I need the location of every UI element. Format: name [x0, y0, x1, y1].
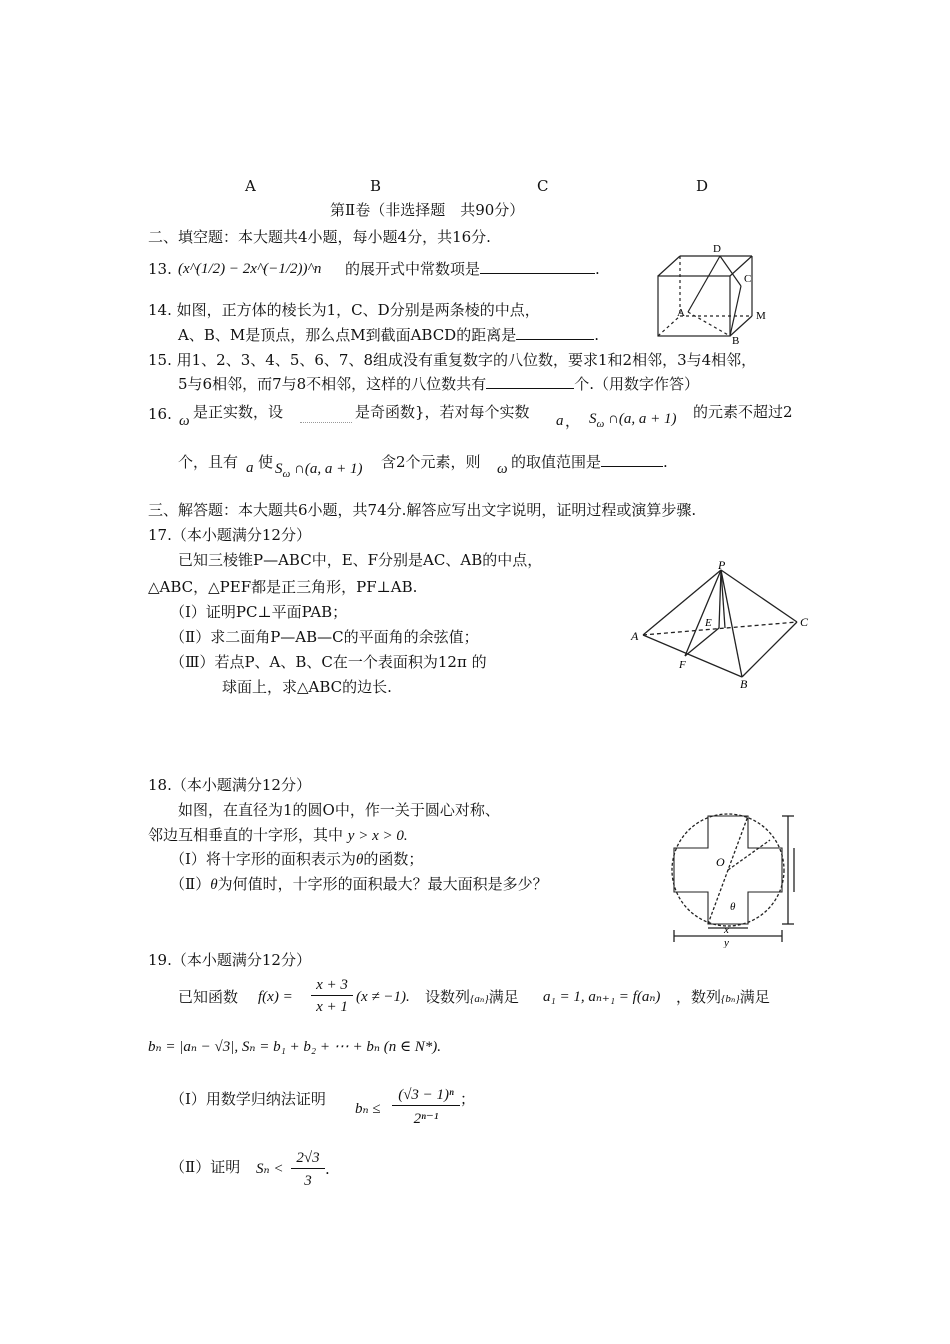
q15-line1: 15. 用1、2、3、4、5、6、7、8组成没有重复数字的八位数，要求1和2相邻，3与4相邻，	[148, 351, 757, 369]
q19-part1-end: ；	[460, 1090, 476, 1108]
q19-frac-den: x + 1	[316, 999, 348, 1015]
label-c: C	[744, 273, 752, 285]
q16-text5: 使	[258, 453, 274, 471]
option-c-label: C	[537, 177, 549, 195]
label-b: B	[740, 677, 748, 690]
q17-line2: △ABC，△PEF都是正三角形，PF⊥AB.	[148, 578, 418, 596]
label-b: B	[732, 335, 740, 345]
q16-set-s: $S_\omega$ ∩(a, a + 1)	[589, 411, 677, 430]
section3-heading: 三、解答题：本大题共6小题，共74分.解答应写出文字说明，证明过程或演算步骤.	[148, 501, 697, 519]
q16-text3: 的元素不超过2	[693, 403, 793, 421]
q16-set-definition-image	[300, 412, 352, 423]
label-a: A	[677, 307, 685, 319]
q18-part1: （Ⅰ）将十字形的面积表示为θ的函数；	[170, 850, 424, 868]
q19-part2-lhs: Sₙ <	[256, 1161, 284, 1177]
q19-part1: （Ⅰ）用数学归纳法证明	[170, 1090, 326, 1108]
section2-title: 第Ⅱ卷（非选择题 共90分）	[330, 201, 525, 219]
q14-line1: 14. 如图，正方体的棱长为1，C、D分别是两条棱的中点，	[148, 301, 540, 319]
q19-part1-lhs: bₙ ≤	[355, 1101, 381, 1117]
q19-text2: 设数列{aₙ}满足	[425, 988, 519, 1006]
q18-line1: 如图，在直径为1的圆O中，作一关于圆心对称、	[178, 801, 500, 819]
section-edge-ad	[688, 256, 720, 312]
q16-number: 16.	[148, 405, 172, 423]
section-edge-cb	[730, 286, 741, 336]
label-y: y	[724, 937, 729, 948]
q17-part3: （Ⅲ）若点P、A、B、C在一个表面积为12π 的	[170, 653, 487, 671]
section2-heading: 二、填空题：本大题共4小题，每小题4分，共16分.	[148, 228, 491, 246]
label-x: x	[724, 924, 729, 936]
label-a: A	[631, 629, 639, 643]
q19-line2: bₙ = |aₙ − √3|, Sₙ = b₁ + b₂ + ⋯ + bₙ (n ∈ N*).	[148, 1039, 442, 1055]
label-o: O	[716, 855, 725, 869]
q19-frac-num: x + 3	[311, 978, 353, 996]
label-f: F	[679, 659, 686, 671]
label-m: M	[756, 310, 766, 322]
q17-header: 17.（本小题满分12分）	[148, 526, 311, 544]
q13-expression: (x^(1/2) − 2x^(−1/2))^n	[178, 261, 322, 277]
q16-text7: 的取值范围是 .	[511, 453, 668, 471]
q19-part2: （Ⅱ）证明	[170, 1158, 241, 1176]
q17-line1: 已知三棱锥P—ABC中，E、F分别是AC、AB的中点，	[178, 551, 543, 569]
q17-part2: （Ⅱ）求二面角P—AB—C的平面角的余弦值；	[170, 628, 479, 646]
q19-part2-end: .	[325, 1160, 330, 1178]
q19-part1-den: 2ⁿ⁻¹	[413, 1111, 439, 1127]
option-b-label: B	[370, 177, 382, 195]
q16-omega2: ω	[497, 461, 508, 477]
q16-text2: 是奇函数}，若对每个实数	[355, 403, 530, 421]
q16-text1: 是正实数，设	[193, 403, 284, 421]
label-p: P	[718, 560, 726, 572]
q18-header: 18.（本小题满分12分）	[148, 776, 311, 794]
q16-a: a	[556, 413, 564, 429]
q13-number: 13.	[148, 260, 172, 278]
q16-comma: ，	[565, 412, 581, 430]
q19-part2-num: 2√3	[291, 1151, 325, 1169]
q19-f: f(x) =	[258, 989, 293, 1005]
circle-cross-figure	[660, 810, 810, 948]
option-d-label: D	[696, 177, 709, 195]
q19-text1: 已知函数	[178, 988, 239, 1006]
label-d: D	[713, 243, 721, 255]
option-a-label: A	[245, 177, 256, 195]
q17-part3-cont: 球面上，求△ABC的边长.	[222, 678, 392, 696]
q13-text: 的展开式中常数项是 .	[345, 260, 600, 278]
label-c: C	[800, 615, 809, 629]
q16-text4: 个，且有	[178, 453, 239, 471]
q18-part2: （Ⅱ）θ为何值时，十字形的面积最大？最大面积是多少？	[170, 875, 548, 893]
q19-text3: ，数列{bₙ}满足	[676, 988, 770, 1006]
q16-omega: ω	[179, 413, 190, 429]
label-theta: θ	[730, 901, 736, 913]
q19-header: 19.（本小题满分12分）	[148, 951, 311, 969]
cube-front-face	[658, 276, 730, 336]
q18-line2: 邻边互相垂直的十字形，其中 y > x > 0.	[148, 826, 408, 844]
q19-cond: (x ≠ −1).	[356, 989, 410, 1005]
q19-recurrence: a₁ = 1, aₙ₊₁ = f(aₙ)	[543, 989, 661, 1005]
q15-line2: 5与6相邻，而7与8不相邻，这样的八位数共有 个.（用数字作答）	[178, 375, 699, 393]
q16-a2: a	[246, 460, 254, 476]
cube-figure	[650, 240, 780, 345]
q19-part2-den: 3	[304, 1173, 312, 1189]
q19-part1-num: (√3 − 1)ⁿ	[392, 1088, 460, 1106]
q14-line2: A、B、M是顶点，那么点M到截面ABCD的距离是 .	[178, 326, 599, 344]
tetrahedron-figure	[625, 560, 820, 690]
q16-text6: 含2个元素，则	[381, 453, 481, 471]
q17-part1: （Ⅰ）证明PC⊥平面PAB；	[170, 603, 348, 621]
q16-set-s2: $S_\omega$ ∩(a, a + 1)	[275, 461, 363, 480]
label-e: E	[705, 617, 712, 629]
